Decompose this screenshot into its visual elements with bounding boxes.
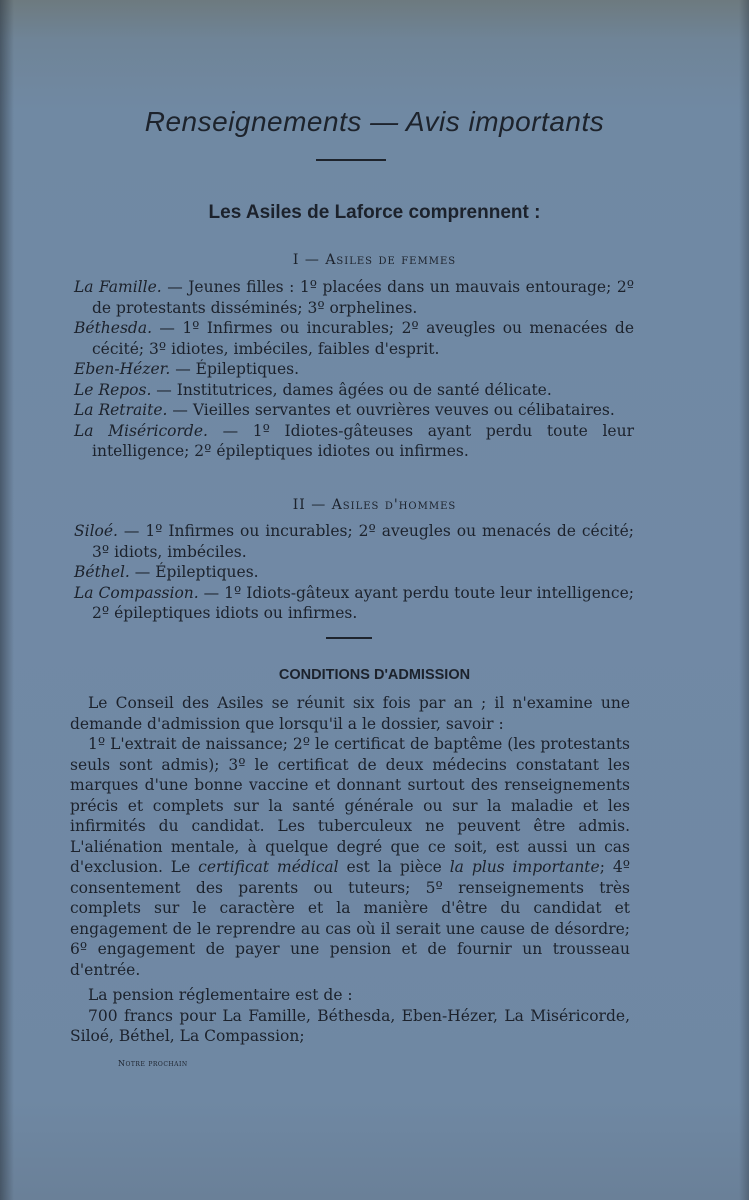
asylum-description: — Vieilles servantes et ouvrières veuves ou célibataires.: [167, 401, 615, 419]
asylum-name: La Famille.: [74, 278, 162, 296]
asylum-name: La Retraite.: [74, 401, 168, 419]
paragraph: La pension réglementaire est de :: [88, 986, 353, 1004]
asylum-entry: [74, 277, 634, 318]
asylum-entry: [74, 359, 634, 380]
asylum-name: Béthesda.: [74, 319, 152, 337]
title-divider: [316, 159, 386, 161]
asylum-name: Béthel.: [74, 563, 130, 581]
page-edge-shadow: [0, 0, 14, 1200]
women-asylum-list: [74, 277, 634, 462]
asylum-entry: [74, 318, 634, 359]
paragraph: 700 francs pour La Famille, Béthesda, Eben-Hézer, La Miséricorde, Siloé, Béthel, La Compassion;: [70, 1006, 630, 1045]
asylum-name: La Compassion.: [74, 583, 199, 602]
pension-text: [70, 985, 630, 1047]
text-run: ; 4º consentement des parents ou tuteurs; 5º renseignements très complets sur le caractère et la manière d'être du candidat et engagement de le reprendre au cas où il serait une cause de désordre; 6º engagement de payer une pension et de fournir un trousseau d'entrée.: [70, 858, 630, 979]
asylum-description: — Épileptiques.: [170, 360, 300, 378]
emphasis: la plus importante: [449, 858, 600, 876]
section-divider: [326, 637, 372, 639]
section-heading-women: I — Asiles de femmes: [292, 252, 457, 268]
paragraph: [70, 734, 630, 980]
asylum-description: — 1º Idiots-gâteux ayant perdu toute leur intelligence; 2º épileptiques idiots ou infirmes.: [92, 583, 634, 622]
asylum-description: — 1º Infirmes ou incurables; 2º aveugles ou menacées de cécité; 3º idiotes, imbéciles, faibles d'esprit.: [92, 319, 634, 358]
conditions-text: [70, 693, 630, 980]
asylum-description: — Jeunes filles : 1º placées dans un mauvais entourage; 2º de protestants disséminés; 3º orphelines.: [92, 278, 634, 317]
asylum-description: — Institutrices, dames âgées ou de santé délicate.: [151, 380, 552, 399]
men-asylum-list: [74, 521, 634, 624]
page-title: Renseignements — Avis importants: [144, 106, 605, 137]
paragraph: Le Conseil des Asiles se réunit six fois par an ; il n'examine une demande d'admission que lorsqu'il a le dossier, savoir :: [70, 694, 630, 733]
asylum-name: Siloé.: [74, 522, 118, 540]
asylum-entry: [74, 380, 634, 401]
asylum-entry: [74, 562, 634, 583]
asylum-description: — 1º Idiotes-gâteuses ayant perdu toute leur intelligence; 2º épileptiques idiotes ou infirmes.: [92, 421, 634, 460]
asylum-entry: [74, 400, 634, 421]
text-run: est la pièce: [338, 858, 450, 876]
asylum-entry: [74, 583, 634, 624]
asylum-name: La Miséricorde.: [74, 421, 208, 440]
asylum-name: Le Repos.: [74, 380, 152, 399]
asylum-description: — Épileptiques.: [129, 563, 259, 581]
page-edge-shadow: [739, 0, 749, 1200]
asylum-entry: [74, 421, 634, 462]
catchword: Notre prochain: [118, 1059, 188, 1068]
subtitle: Les Asiles de Laforce comprennent :: [208, 202, 541, 223]
section-heading-men: II — Asiles d'hommes: [292, 497, 457, 513]
conditions-heading: CONDITIONS D'ADMISSION: [278, 667, 471, 683]
text-run: 1º L'extrait de naissance; 2º le certificat de baptême (les protestants seuls sont admis); 3º le certificat de deux médecins constatant les marques d'une bonne vaccine et donnant surtout des renseignements précis et complets sur la santé générale ou sur la maladie et les infirmités du candidat. Les tuberculeux ne peuvent être admis. L'aliénation mentale, à quelque degré que ce soit, est aussi un cas d'exclusion. Le: [70, 735, 630, 876]
asylum-description: — 1º Infirmes ou incurables; 2º aveugles ou menacés de cécité; 3º idiots, imbéciles.: [92, 522, 634, 561]
asylum-entry: [74, 521, 634, 562]
asylum-name: Eben-Hézer.: [74, 360, 171, 378]
emphasis: certificat médical: [198, 858, 339, 876]
